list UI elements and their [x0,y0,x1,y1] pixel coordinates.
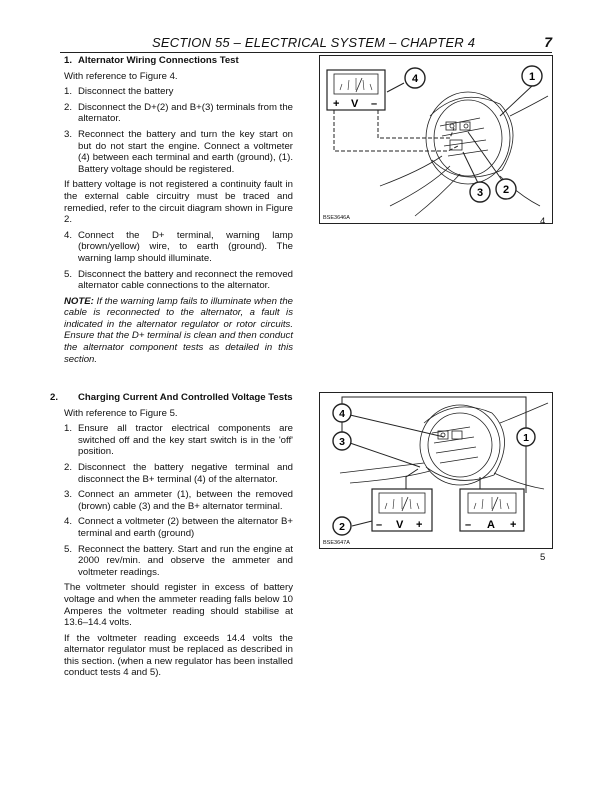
section-title: SECTION 55 – ELECTRICAL SYSTEM – CHAPTER 4 [152,35,476,50]
section-1-note [64,296,293,366]
step-number: 2. [64,101,73,113]
section-1-heading-text: Alternator Wiring Connections Test [78,55,239,66]
figure-5-diagram [320,393,552,548]
step-number: 5. [64,268,73,280]
step-number: 3. [64,128,73,140]
page-number: 7 [544,34,552,50]
section-1-steps-b [64,230,293,292]
step-number: 5. [64,543,73,555]
alternator-illustration [340,403,548,489]
callout-3-label: 3 [339,436,345,448]
step-number: 2. [64,461,73,473]
section-2-heading-text: Charging Current And Controlled Voltage Tests [78,392,293,403]
voltmeter-letter-label: V [396,519,404,531]
section-1 [64,55,293,369]
list-item [64,423,293,458]
list-item [64,86,293,98]
callout-1-label: 1 [523,432,529,444]
section-2-intro: With reference to Figure 5. [64,407,178,419]
meter-letter-label: V [351,98,359,110]
step-number: 4. [64,516,73,528]
step-text: Disconnect the battery negative terminal and disconnect the B+ terminal (4) of the alternator. [78,461,293,485]
figure-4 [319,55,553,224]
step-text: Disconnect the battery [78,86,174,98]
meter-minus-label: – [371,98,378,110]
figure-5-ref: BSE3647A [323,540,350,546]
list-item [64,129,293,175]
callout-1-label: 1 [528,71,536,83]
step-text: Connect an ammeter (1), between the removed (brown) cable (3) and the B+ alternator terminal. [78,489,293,512]
list-item [64,230,293,265]
callout-4-label: 4 [411,73,419,85]
callout-2-label: 2 [502,184,510,196]
list-item [64,516,293,539]
step-text: Reconnect the battery and turn the key start on but do not start the engine. Connect a voltmeter (4) between each terminal and earth (ground), (1). Battery voltage should be registered. [78,128,293,175]
section-2-paragraph-1: The voltmeter should register in excess of battery voltage and when the ammeter reading falls below 10 Amperes the voltmeter reading should stabilise at 13.6–14.4 volts. [64,582,293,629]
ammeter-plus-label: + [510,519,517,531]
section-2-steps [64,423,293,578]
ammeter-minus-label: – [465,519,472,531]
list-item [64,544,293,579]
step-text: Connect the D+ terminal, warning lamp (brown/yellow) wire, to earth (ground). The warning lamp should illuminate. [78,229,293,264]
section-1-intro: With reference to Figure 4. [64,70,178,82]
section-1-number: 1. [64,55,73,66]
list-item [64,102,293,125]
step-number: 4. [64,229,73,241]
step-text: Reconnect the battery. Start and run the engine at 2000 rev/min. and observe the ammeter and voltmeter readings. [78,543,293,578]
list-item [64,489,293,512]
step-text: Connect a voltmeter (2) between the alternator B+ terminal and earth (ground) [78,516,293,539]
header-rule [60,52,552,53]
figure-4-number: 4 [540,216,546,227]
voltmeter-plus-label: + [416,519,423,531]
step-text: Disconnect the D+(2) and B+(3) terminals from the alternator. [78,101,293,125]
test-leads [334,110,458,151]
ammeter-letter-label: A [487,519,495,531]
section-2-paragraph-2: If the voltmeter reading exceeds 14.4 volts the alternator regulator must be replaced as described in this section. (when a new regulator has been installed conduct tests 4 and 5). [64,632,293,679]
callout-4-label: 4 [339,408,345,420]
list-item [64,269,293,292]
step-number: 3. [64,489,73,501]
step-text: Ensure all tractor electrical components are switched off and the key start switch is in the 'off' position. [78,423,293,458]
section-2-number: 2. [50,392,59,403]
note-label: NOTE: [64,295,94,307]
list-item [64,462,293,485]
section-2-heading [50,392,293,404]
step-number: 1. [64,86,73,98]
section-1-steps-a [64,86,293,175]
voltmeter-minus-label: – [376,519,383,531]
step-number: 1. [64,423,73,435]
callout-3-label: 3 [476,187,484,199]
section-1-heading [64,55,293,67]
callout-2-label: 2 [339,521,345,533]
meter-plus-label: + [333,98,340,110]
section-2 [50,392,293,683]
section-1-paragraph: If battery voltage is not registered a continuity fault in the external cable circuitry must be traced and remedied, refer to the circuit diagram shown in Figure 2. [64,179,293,226]
note-text: If the warning lamp fails to illuminate when the cable is reconnected to the alternator, a fault is indicated in the alternator regulator or rotor circuits. Ensure that the D+ terminal is clean and then conduct the alternator component tests as detailed in this section. [64,295,293,365]
figure-4-diagram [320,56,552,223]
figure-4-ref: BSE3646A [323,215,350,221]
figure-5-number: 5 [540,552,546,563]
step-text: Disconnect the battery and reconnect the removed alternator cable connections to the alternator. [78,268,293,292]
figure-5 [319,392,553,549]
